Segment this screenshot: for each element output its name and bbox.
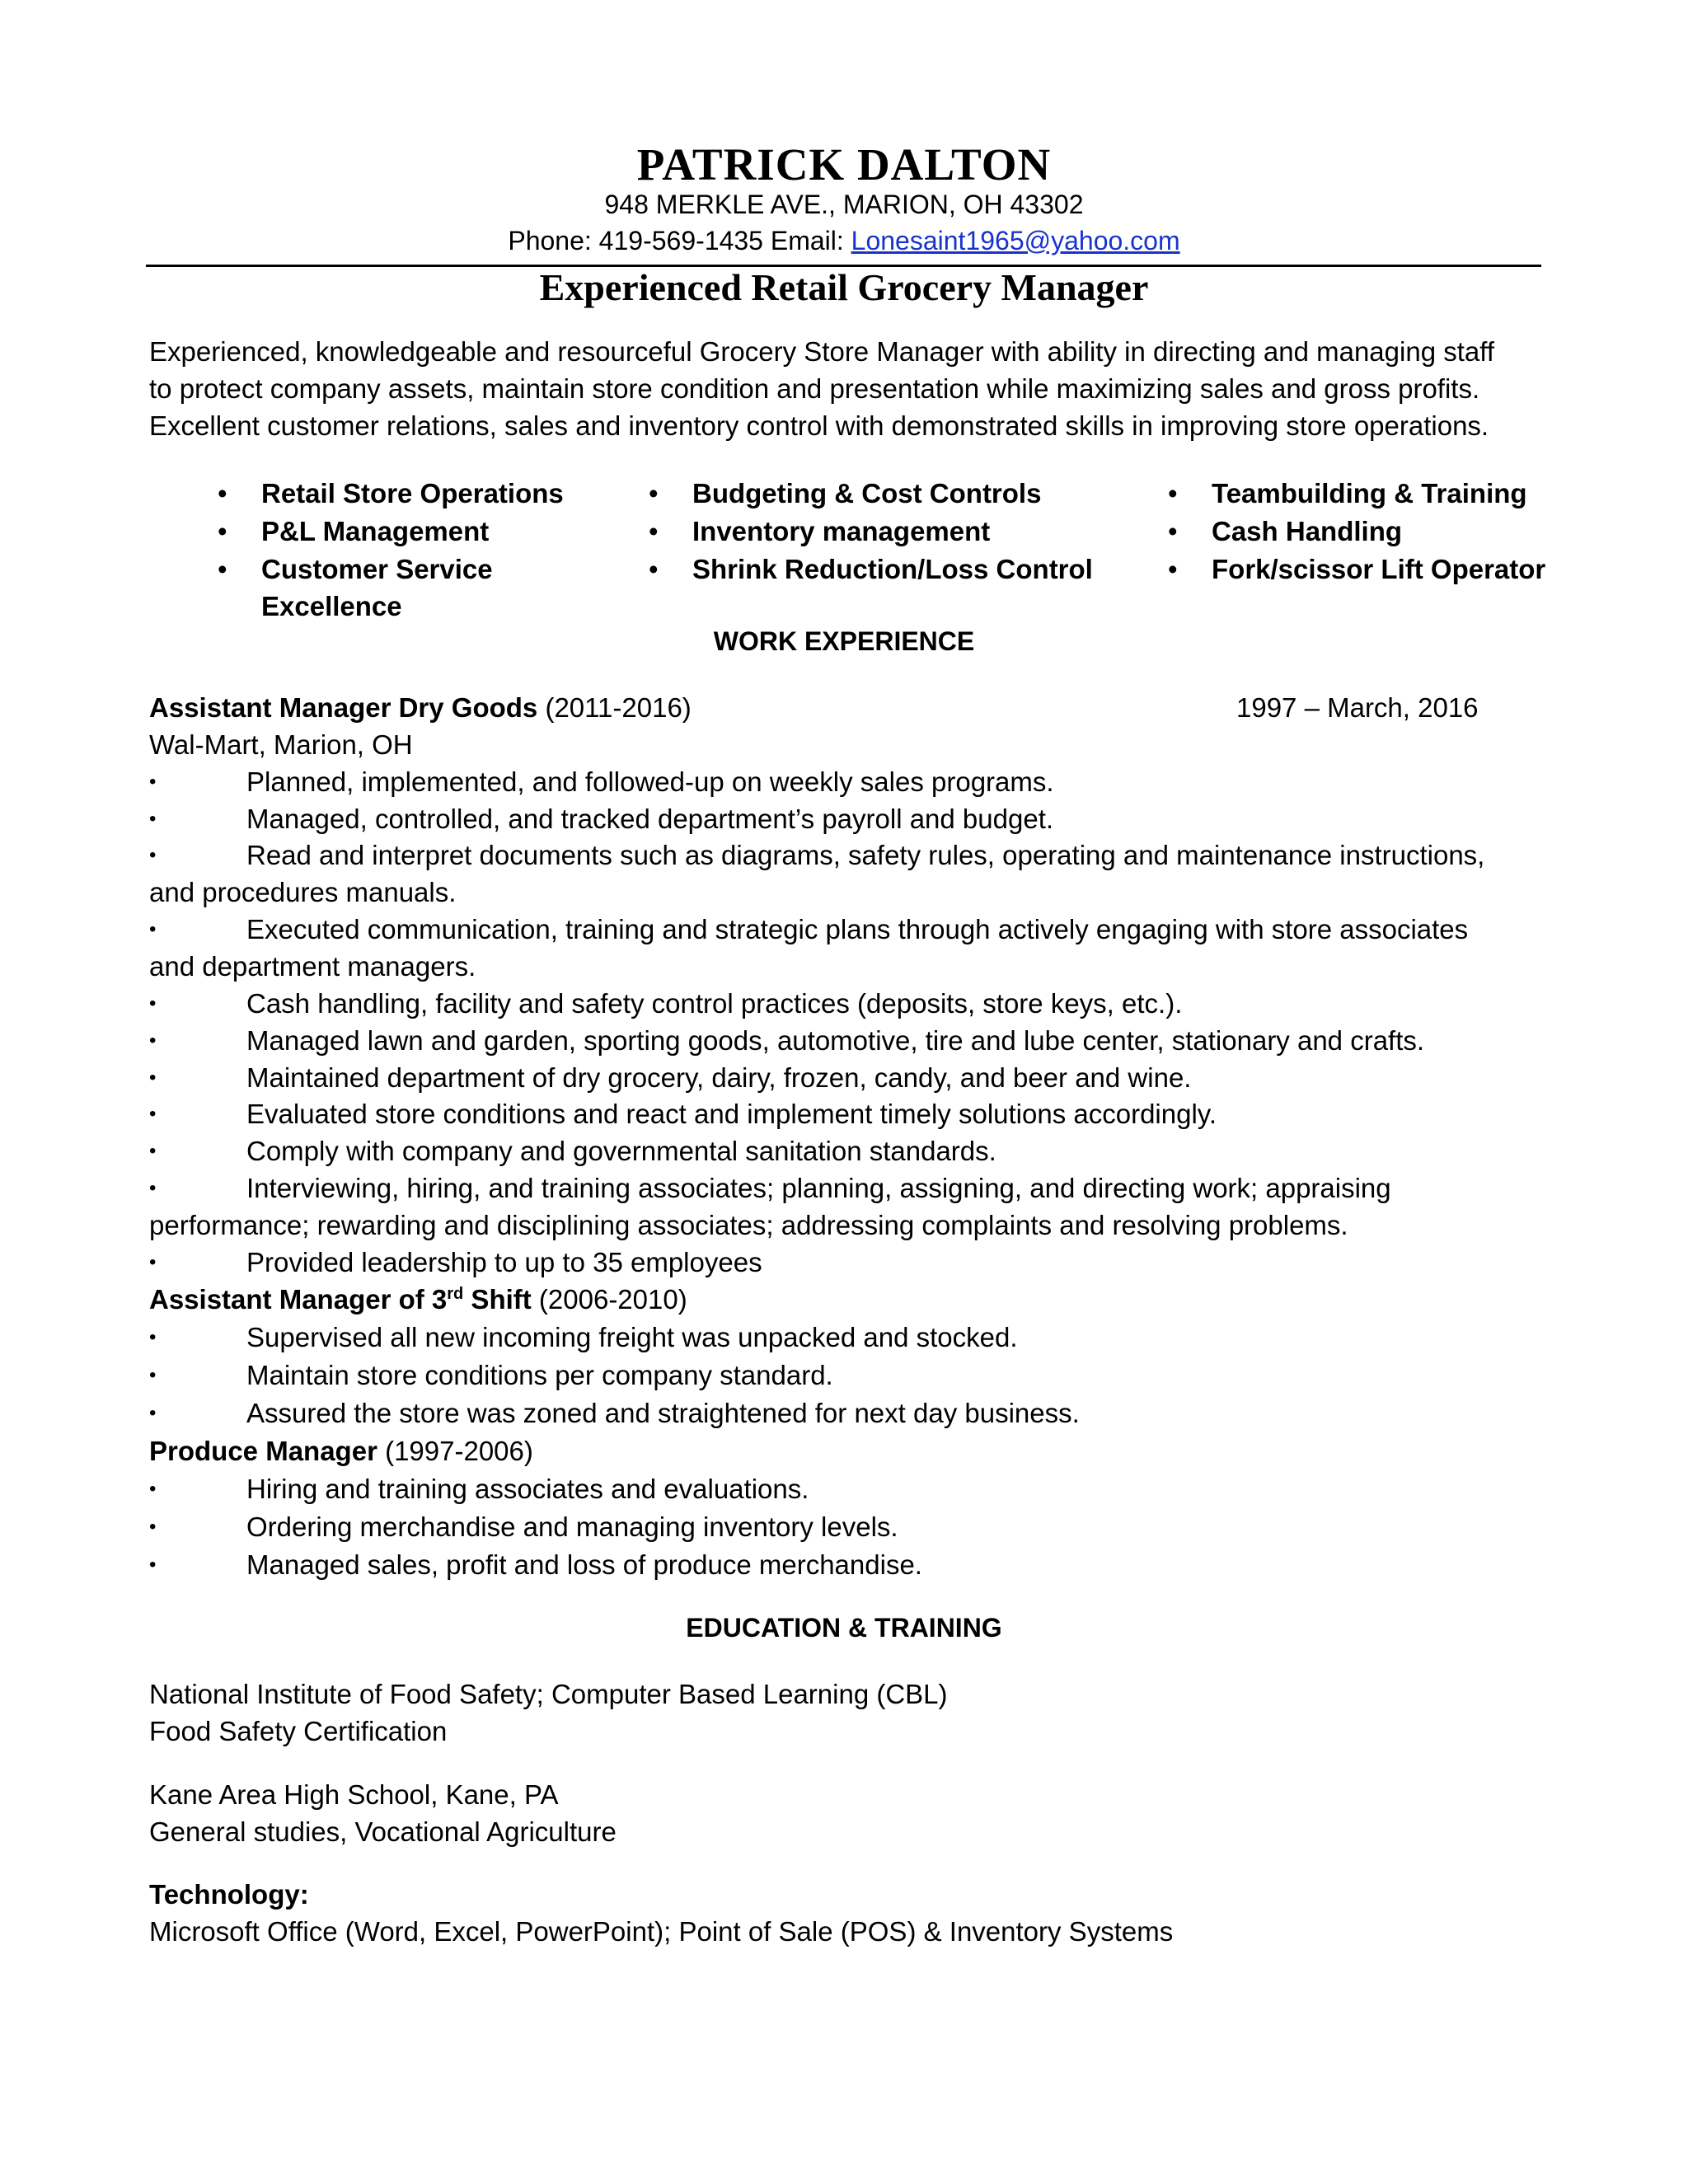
job-title-line <box>149 689 692 726</box>
skill-item: • Cash Handling <box>1212 513 1402 550</box>
job-years: (1997-2006) <box>377 1436 533 1466</box>
skill-item: • Teambuilding & Training <box>1212 475 1527 512</box>
bullet-icon: • <box>149 1103 157 1125</box>
bullet-icon: • <box>149 1029 157 1052</box>
bullet-icon: • <box>149 992 157 1015</box>
summary-line: Experienced, knowledgeable and resourceful Grocery Store Manager with ability in directing and managing staff <box>149 336 1494 367</box>
address: 948 MERKLE AVE., MARION, OH 43302 <box>604 190 1084 219</box>
bullet-icon: • <box>149 918 157 940</box>
education-line: General studies, Vocational Agriculture <box>149 1816 617 1847</box>
employer: Wal-Mart, Marion, OH <box>149 729 413 760</box>
summary-line: to protect company assets, maintain store condition and presentation while maximizing sales and gross profits. <box>149 373 1480 404</box>
bullet-icon: • <box>1168 554 1178 584</box>
education-heading: EDUCATION & TRAINING <box>686 1613 1002 1643</box>
bullet-icon: • <box>149 1402 157 1424</box>
contact-line <box>0 226 1688 256</box>
skill-item: • Budgeting & Cost Controls <box>692 475 1041 512</box>
email-link[interactable]: Lonesaint1965@yahoo.com <box>851 226 1180 255</box>
bullet-icon: • <box>149 844 157 866</box>
education-line: Kane Area High School, Kane, PA <box>149 1779 559 1810</box>
summary <box>149 333 1550 444</box>
bullet-icon: • <box>149 1554 157 1576</box>
bullet-icon: • <box>649 554 659 584</box>
skill-item: • Fork/scissor Lift Operator <box>1212 551 1545 588</box>
bullet-icon: • <box>218 516 227 546</box>
bullet-icon: • <box>149 1478 157 1500</box>
job-title-line <box>149 1281 687 1318</box>
headline: Experienced Retail Grocery Manager <box>539 266 1149 308</box>
technology-value: Microsoft Office (Word, Excel, PowerPoint); Point of Sale (POS) & Inventory Systems <box>149 1916 1174 1947</box>
bullet-icon: • <box>1168 516 1178 546</box>
bullet-icon: • <box>149 1516 157 1538</box>
bullet-icon: • <box>149 771 157 793</box>
education-line: Food Safety Certification <box>149 1716 448 1746</box>
bullet-icon: • <box>649 478 659 509</box>
resume-page: PATRICK DALTON 948 MERKLE AVE., MARION, OH 43302 Phone: 419-569-1435 Email: Lonesaint1965@yahoo.com Experienced Retail Grocery Manager Experienced, knowledgeable and resourceful Grocery Store Manager with ability in directing and managing staff to protect company assets, maintain store condition and presentation while maximizing sales and gross profits. Excellent customer relations, sales and inventory control with demonstrated skills in improving store operations. • Retail Store Operations • P&L Management • Customer Service Excellence • Budgeting & Cost Controls • Inventory management • Shrink Reduction/Loss Control • Teambuilding & Training • Cash Handling • Fork/scissor Lift Operator WORK EXPERIENCE Assistant Manager Dry Goods (2011-2016) 1997 – March, 2016 Wal-Mart, Marion, OH • Planned, implemented, and followed-up on weekly sales programs. • Managed, controlled, and tracked department’s payroll and budget. • Read and interpret documents such as diagrams, safety rules, operating and maintenance instructions, and procedures manuals. • Executed communication, training and strategic plans through actively engaging with store associates and department managers. • Cash handling, facility and safety control practices (deposits, store keys, etc.). • Managed lawn and garden, sporting goods, automotive, tire and lube center, stationary and crafts. • Maintained department of dry grocery, dairy, frozen, candy, and beer and wine. • Evaluated store conditions and react and implement timely solutions accordingly. • Comply with company and governmental sanitation standards. • Interviewing, hiring, and training associates; planning, assigning, and directing work; appraising performance; rewarding and disciplining associates; addressing complaints and resolving problems. • Provided leadership to up to 35 employees Assistant Manager of 3rd Shift (2006-2010) • Supervised all new incoming freight was unpacked and stocked. • Maintain store conditions per company standard. • Assured the store was zoned and straightened for next day business. Produce Manager (1997-2006) • Hiring and training associates and evaluations. • Ordering merchandise and managing inventory levels. • Managed sales, profit and loss of produce merchandise. EDUCATION & TRAINING National Institute of Food Safety; Computer Based Learning (CBL) Food Safety Certification Kane Area High School, Kane, PA General studies, Vocational Agriculture Technology: Microsoft Office (Word, Excel, PowerPoint); Point of Sale (POS) & Inventory Systems <box>0 0 1688 2184</box>
bullet-icon: • <box>1168 478 1178 509</box>
list-item-continuation: performance; rewarding and disciplining associates; addressing complaints and resolving problems. <box>149 1210 1348 1240</box>
summary-line: Excellent customer relations, sales and inventory control with demonstrated skills in improving store operations. <box>149 410 1489 441</box>
job-years: (2011-2016) <box>537 692 692 723</box>
skill-item-continuation: Excellence <box>261 591 402 621</box>
bullet-icon: • <box>149 1364 157 1386</box>
bullet-icon: • <box>149 1251 157 1273</box>
skill-item: • Inventory management <box>692 513 990 550</box>
bullet-icon: • <box>149 808 157 830</box>
work-experience-heading: WORK EXPERIENCE <box>713 626 975 656</box>
technology-label: Technology: <box>149 1879 309 1910</box>
job-title-line <box>149 1432 533 1469</box>
list-item-continuation: and procedures manuals. <box>149 877 457 907</box>
bullet-icon: • <box>649 516 659 546</box>
job-title: Assistant Manager of 3rd Shift <box>149 1284 532 1315</box>
skill-item: • P&L Management <box>261 513 489 550</box>
bullet-icon: • <box>149 1326 157 1348</box>
bullet-icon: • <box>218 554 227 584</box>
job-title: Assistant Manager Dry Goods <box>149 692 538 723</box>
bullet-icon: • <box>218 478 227 509</box>
skill-item: • Customer Service <box>261 551 493 588</box>
job-years: (2006-2010) <box>531 1284 687 1315</box>
phone-label: Phone: 419-569-1435 Email: <box>508 226 851 255</box>
job-title: Produce Manager <box>149 1436 377 1466</box>
bullet-icon: • <box>149 1177 157 1199</box>
skill-item: • Shrink Reduction/Loss Control <box>692 551 1093 588</box>
skill-item: • Retail Store Operations <box>261 475 564 512</box>
education-line: National Institute of Food Safety; Computer Based Learning (CBL) <box>149 1679 948 1709</box>
bullet-icon: • <box>149 1140 157 1162</box>
bullet-icon: • <box>149 1066 157 1089</box>
list-item-continuation: and department managers. <box>149 951 476 982</box>
employment-range: 1997 – March, 2016 <box>1236 692 1479 723</box>
candidate-name: PATRICK DALTON <box>636 139 1052 190</box>
